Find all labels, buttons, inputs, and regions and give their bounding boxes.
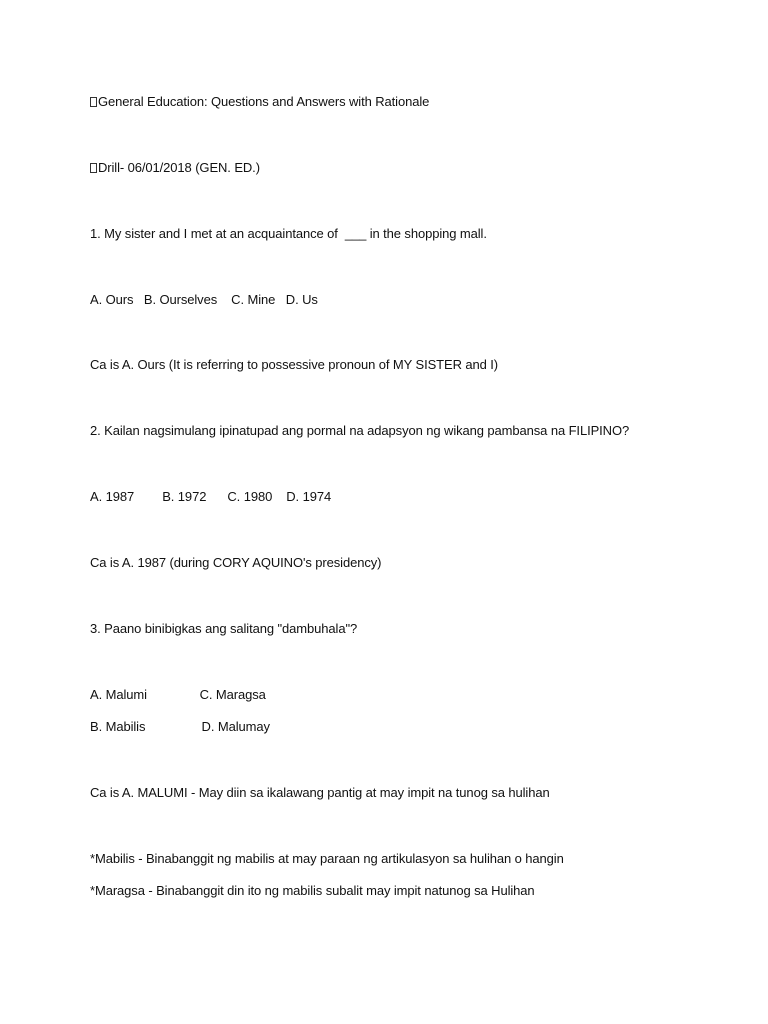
question-1-answer: Ca is A. Ours (It is referring to possessive pronoun of MY SISTER and I): [90, 357, 499, 372]
question-3-note-mabilis: *Mabilis - Binabanggit ng mabilis at may paraan ng artikulasyon sa hulihan o hangin: [90, 851, 564, 866]
question-1: 1. My sister and I met at an acquaintance of ___ in the shopping mall.: [90, 226, 487, 241]
question-3-answer: Ca is A. MALUMI - May diin sa ikalawang pantig at may impit na tunog sa hulihan: [90, 785, 550, 800]
drill-heading: Drill- 06/01/2018 (GEN. ED.): [90, 160, 260, 176]
question-2-choices: A. 1987 B. 1972 C. 1980 D. 1974: [90, 489, 332, 504]
question-3-choices-row-1: A. Malumi C. Maragsa: [90, 687, 266, 702]
question-3-choices-row-2: B. Mabilis D. Malumay: [90, 719, 270, 734]
missing-glyph-icon: [90, 163, 97, 173]
question-1-choices: A. Ours B. Ourselves C. Mine D. Us: [90, 292, 318, 307]
question-3-note-maragsa: *Maragsa - Binabanggit din ito ng mabilis subalit may impit natunog sa Hulihan: [90, 883, 535, 898]
question-3: 3. Paano binibigkas ang salitang "dambuhala"?: [90, 621, 358, 636]
question-2-answer: Ca is A. 1987 (during CORY AQUINO's presidency): [90, 555, 382, 570]
missing-glyph-icon: [90, 97, 97, 107]
document-title: General Education: Questions and Answers with Rationale: [90, 94, 429, 110]
question-2: 2. Kailan nagsimulang ipinatupad ang pormal na adapsyon ng wikang pambansa na FILIPINO?: [90, 423, 630, 438]
